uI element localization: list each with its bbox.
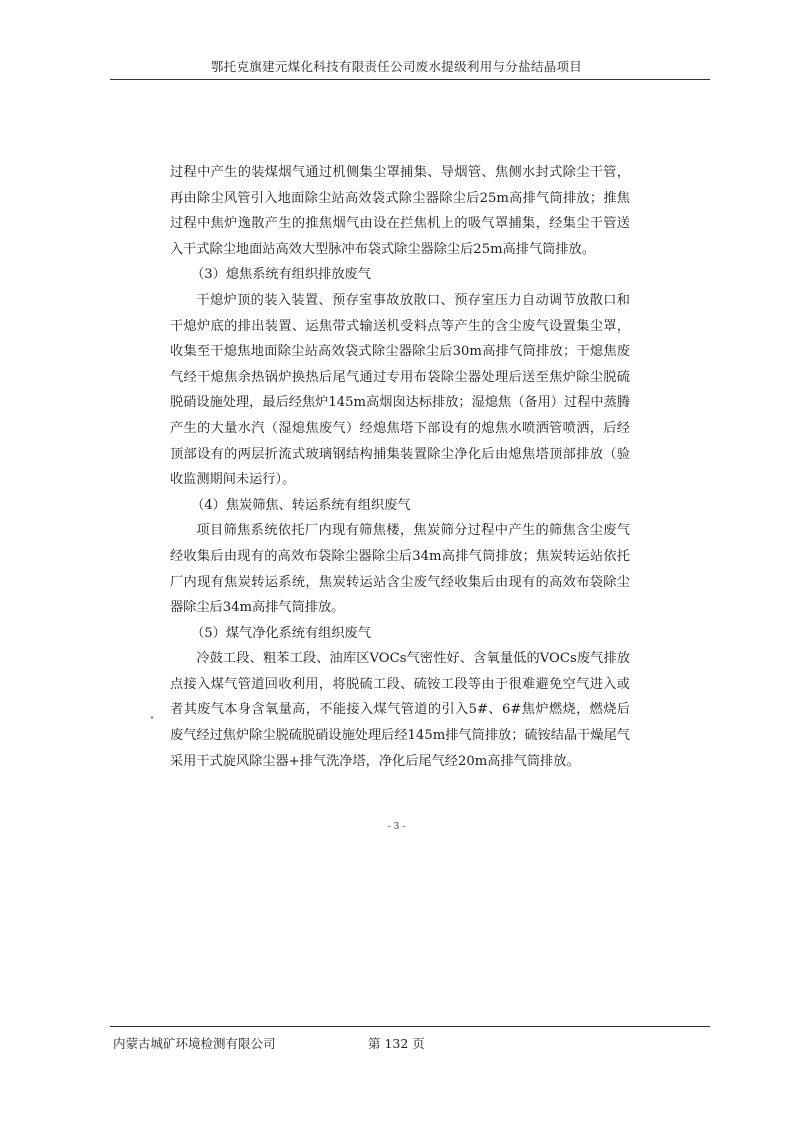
page-header-title: 鄂托克旗建元煤化科技有限责任公司废水提级利用与分盐结晶项目 [210,59,583,74]
section-heading-coke-quenching: （3）熄焦系统有组织排放废气 [191,267,371,283]
footer-company: 内蒙古城矿环境检测有限公司 [113,1036,276,1051]
section-heading-gas-purification: （5）煤气净化系统有组织废气 [191,625,371,641]
paragraph-coke-oven-charging: 过程中产生的装煤烟气通过机侧集尘罩捕集、导烟管、焦侧水封式除尘干管，再由除尘风管引入地面除尘站高效袋式除尘器除尘后25m高排气筒排放；推焦过程中焦炉逸散产生的推焦烟气由设在拦焦机上的吸气罩捕集，经集尘干管送入干式除尘地面站高效大型脉冲布袋式除尘器除尘后25m高排气筒排放。 [170,165,630,257]
inner-page-number: - 3 - [387,822,406,832]
footer-page-number: 第 132 页 [368,1036,425,1051]
paragraph-gas-purification: 冷鼓工段、粗苯工段、油库区VOCs气密性好、含氧量低的VOCs废气排放点接入煤气管道回收利用，将脱硫工段、硫铵工段等由于很难避免空气进入或者其废气本身含氧量高，不能接入煤气管道的引入5#、6#焦炉燃烧，燃烧后废气经过焦炉除尘脱硫脱硝设施处理后经145m排气筒排放；硫铵结晶干燥尾气采用干式旋风除尘器+排气洗净塔，净化后尾气经20m高排气筒排放。 [170,651,630,769]
scan-speck [151,716,153,719]
footer-divider [110,1026,710,1027]
header-divider [110,79,710,80]
paragraph-coke-quenching: 干熄炉顶的装入装置、预存室事故放散口、预存室压力自动调节放散口和干熄炉底的排出装置、运焦带式输送机受料点等产生的含尘废气设置集尘罩，收集至干熄焦地面除尘站高效袋式除尘器除尘后30m高排气筒排放；干熄焦废气经干熄焦余热锅炉换热后尾气通过专用布袋除尘器处理后送至焦炉除尘脱硫脱硝设施处理，最后经焦炉145m高烟囱达标排放；湿熄焦（备用）过程中蒸腾产生的大量水汽（湿熄焦废气）经熄焦塔下部设有的熄焦水喷洒管喷洒，后经顶部设有的两层折流式玻璃钢结构捕集装置除尘净化后由熄焦塔顶部排放（验收监测期间未运行）。 [170,292,630,488]
section-heading-coke-screening: （4）焦炭筛焦、转运系统有组织废气 [191,497,411,513]
paragraph-coke-screening: 项目筛焦系统依托厂内现有筛焦楼，焦炭筛分过程中产生的筛焦含尘废气经收集后由现有的高效布袋除尘器除尘后34m高排气筒排放；焦炭转运站依托厂内现有焦炭转运系统，焦炭转运站含尘废气经收集后由现有的高效布袋除尘器除尘后34m高排气筒排放。 [170,523,630,616]
document-body [170,160,630,774]
